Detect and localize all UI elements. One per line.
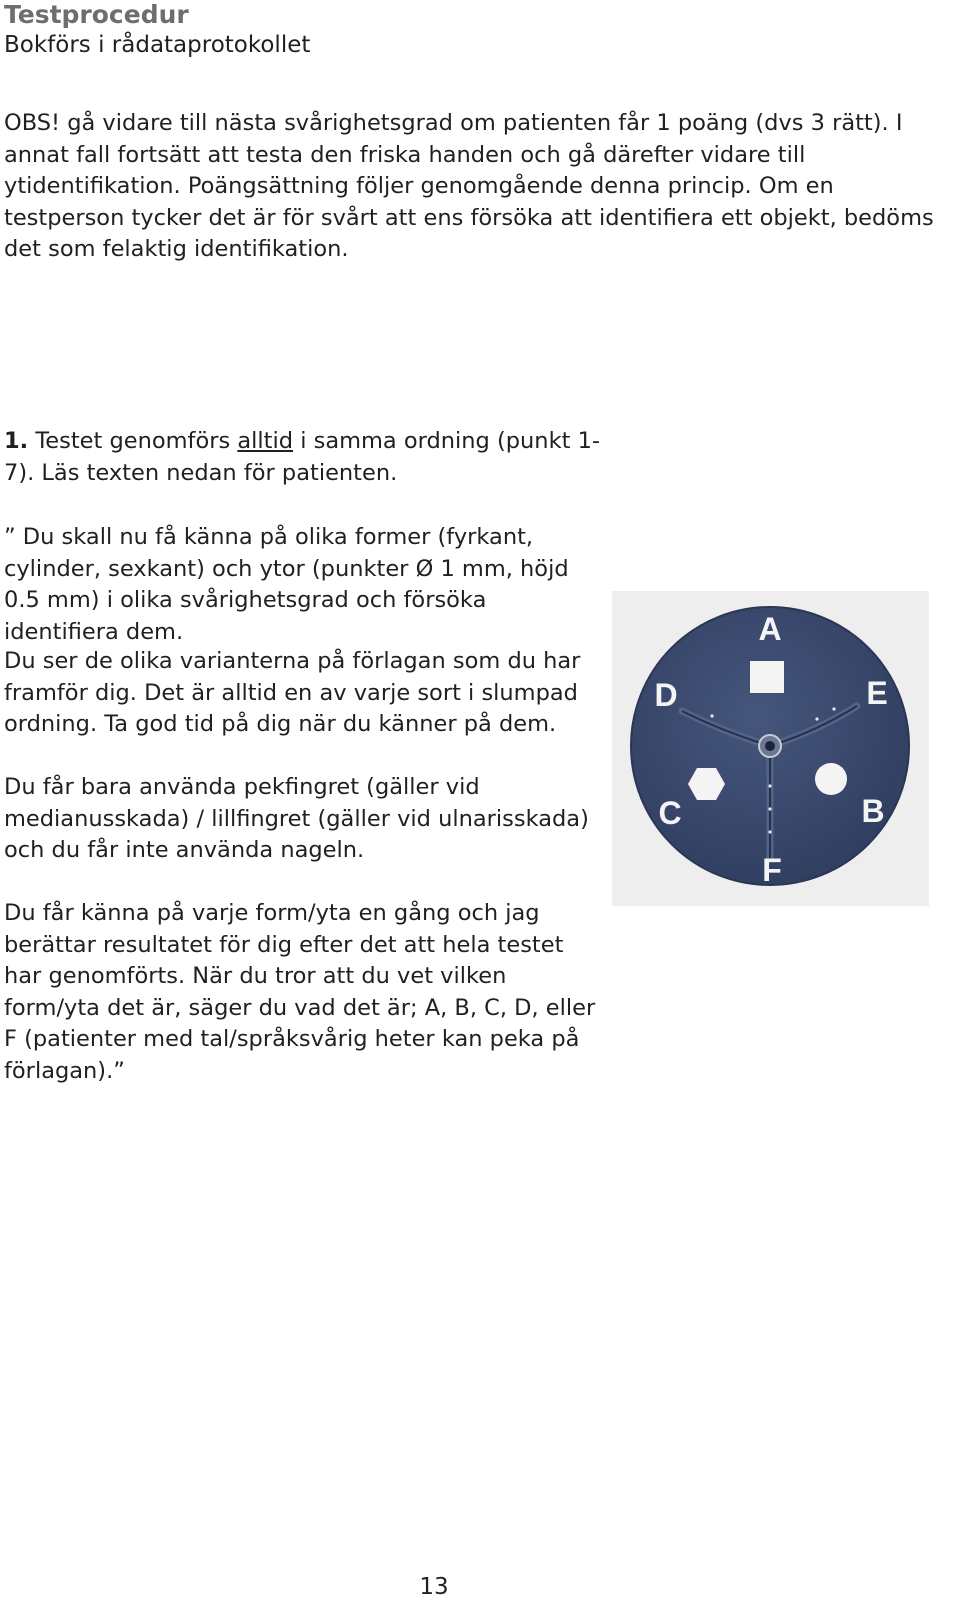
test-disc-graphic xyxy=(612,591,929,906)
square-shape xyxy=(750,661,784,693)
step-emphasis: alltid xyxy=(237,428,294,454)
disc-label-c: C xyxy=(658,795,682,831)
step-text-after: i samma ordning (punkt 1-7). Läs texten nedan för patienten. xyxy=(4,428,601,486)
circle-shape xyxy=(815,763,847,795)
instruction-paragraph-3: Du får bara använda pekfingret (gäller vid medianusskada) / lillfingret (gäller vid ulnarisskada) och du får inte använda nageln. xyxy=(4,774,589,863)
disc-label-d: D xyxy=(654,677,678,713)
disc-label-f: F xyxy=(762,852,782,888)
test-disc-image xyxy=(612,591,929,906)
page-number: 13 xyxy=(419,1574,449,1600)
intro-paragraph: OBS! gå vidare till nästa svårighetsgrad om patienten får 1 poäng (dvs 3 rätt). I annat fall fortsätt att testa den friska handen och gå därefter vidare till ytidentifikation. Poängsättning följer genomgående denna princip. Om en testperson tycker det är för svårt att ens försöka att identifiera ett objekt, bedöms det som felaktig identifikation. xyxy=(4,110,934,262)
step-text-before: Testet genomförs xyxy=(35,428,231,454)
disc-label-e: E xyxy=(866,675,888,711)
instruction-paragraph-4: Du får känna på varje form/yta en gång och jag berättar resultatet för dig efter det att hela testet har genomförts. När du tror att du vet vilken form/yta det är, säger du vad det är; A, B, C, D, eller F (patienter med tal/språksvårig heter kan peka på förlagan).” xyxy=(4,900,596,1084)
step-number: 1. xyxy=(4,428,29,454)
instruction-paragraph-1: ” Du skall nu få känna på olika former (fyrkant, cylinder, sexkant) och ytor (punkter Ø 1 mm, höjd 0.5 mm) i olika svårighetsgrad och försöka identifiera dem. xyxy=(4,524,569,645)
instruction-paragraph-2: Du ser de olika varianterna på förlagan som du har framför dig. Det är alltid en av varje sort i slumpad ordning. Ta god tid på dig när du känner på dem. xyxy=(4,648,581,737)
step-paragraph xyxy=(4,426,604,489)
disc-label-a: A xyxy=(758,611,782,647)
page-subtitle: Bokförs i rådataprotokollet xyxy=(4,32,311,58)
page-title: Testprocedur xyxy=(4,0,189,29)
disc-label-b: B xyxy=(861,793,885,829)
